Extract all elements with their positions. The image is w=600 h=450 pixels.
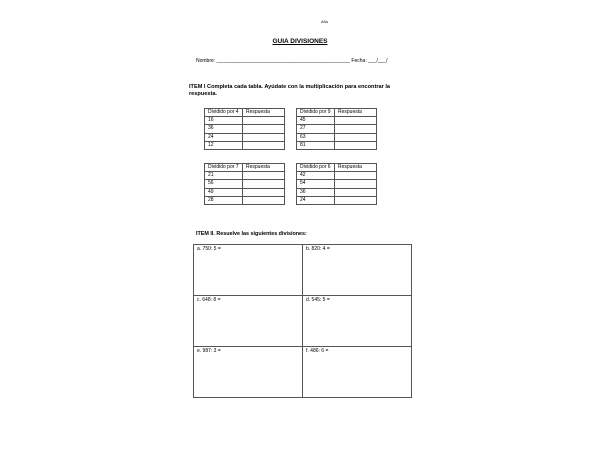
answer-header: Respuesta [243,164,285,172]
division-problems-grid [193,244,412,398]
answer-cell[interactable] [335,196,377,204]
table-value: 36 [205,125,243,133]
table-header: Dividido por 7 [205,164,243,172]
answer-cell[interactable] [243,141,285,149]
problem-cell[interactable] [303,245,412,296]
answer-header: Respuesta [335,164,377,172]
problem-label: a. 750: 5 = [197,246,221,252]
table-value: 56 [205,180,243,188]
table-value: 81 [297,141,335,149]
table-value: 42 [297,172,335,180]
name-date-line: Nombre: ________________________________________________ Fecha: ___/___/ [196,58,388,64]
page-title: GUIA DIVISIONES [272,38,328,45]
table-divide-by-9 [296,108,377,150]
table-value: 49 [205,188,243,196]
answer-cell[interactable] [243,196,285,204]
table-value: 12 [205,141,243,149]
answer-cell[interactable] [243,125,285,133]
problem-label: e. 987: 3 = [197,348,221,354]
answer-cell[interactable] [243,180,285,188]
problem-cell[interactable] [303,296,412,347]
answer-cell[interactable] [243,117,285,125]
table-divide-by-4 [204,108,285,150]
table-value: 54 [297,180,335,188]
table-value: 45 [297,117,335,125]
answer-cell[interactable] [335,133,377,141]
problem-label: d. 545: 5 = [306,297,330,303]
table-value: 63 [297,133,335,141]
answer-cell[interactable] [335,117,377,125]
table-header: Dividido por 4 [205,109,243,117]
table-header: Dividido por 9 [297,109,335,117]
problem-label: c. 648: 8 = [197,297,221,303]
answer-cell[interactable] [243,172,285,180]
table-value: 16 [205,117,243,125]
answer-header: Respuesta [243,109,285,117]
answer-cell[interactable] [335,172,377,180]
table-value: 24 [297,196,335,204]
item2-heading: ITEM II. Resuelve las siguientes divisiones: [196,231,307,237]
answer-cell[interactable] [335,125,377,133]
answer-cell[interactable] [335,188,377,196]
problem-label: f. 486: 6 = [306,348,329,354]
table-value: 36 [297,188,335,196]
table-value: 21 [205,172,243,180]
answer-cell[interactable] [243,133,285,141]
problem-cell[interactable] [194,245,303,296]
header-small-text: Año [321,19,329,24]
table-value: 28 [205,196,243,204]
table-value: 27 [297,125,335,133]
table-value: 24 [205,133,243,141]
problem-cell[interactable] [303,347,412,398]
answer-header: Respuesta [335,109,377,117]
answer-cell[interactable] [243,188,285,196]
answer-cell[interactable] [335,141,377,149]
item1-heading: ITEM I Completa cada tabla. Ayúdate con la multiplicación para encontrar la respuesta. [189,84,391,97]
table-divide-by-7 [204,163,285,205]
problem-label: b. 820: 4 = [306,246,330,252]
answer-cell[interactable] [335,180,377,188]
problem-cell[interactable] [194,296,303,347]
table-header: Dividido por 6 [297,164,335,172]
table-divide-by-6 [296,163,377,205]
problem-cell[interactable] [194,347,303,398]
